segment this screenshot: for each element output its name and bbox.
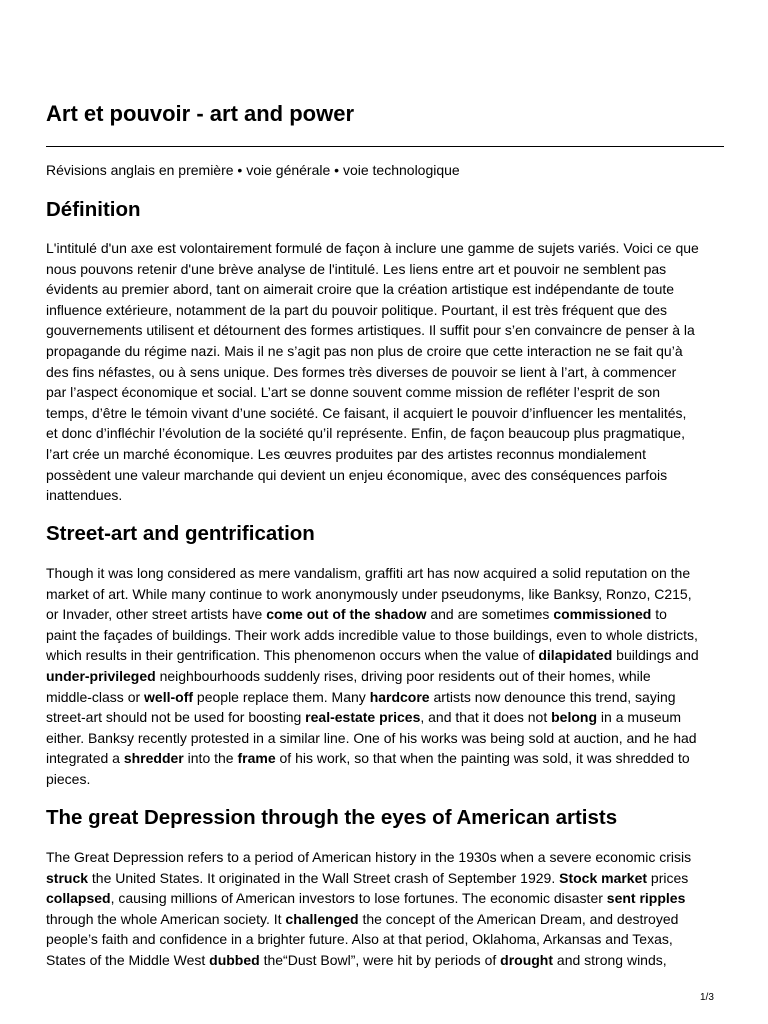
bold-term: commissioned: [553, 606, 652, 623]
text-run: the“Dust Bowl”, were hit by periods of: [259, 951, 501, 968]
text-run: et donc d’infléchir l’évolution de la société qu’il représente. Enfin, de façon beaucoup plus pragmatique,: [46, 425, 685, 442]
text-line: [46, 847, 724, 868]
text-run: l’art crée un marché économique. Les œuvres produites par des artistes reconnus mondialement: [46, 445, 646, 462]
text-line: [46, 748, 724, 769]
bold-term: collapsed: [46, 890, 111, 907]
bold-term: belong: [551, 709, 598, 726]
text-line: [46, 929, 724, 950]
text-line: [46, 320, 724, 341]
text-line: [46, 403, 724, 424]
text-line: [46, 300, 724, 321]
text-run: possèdent une valeur marchande qui devient un enjeu économique, avec des conséquences parfois: [46, 466, 668, 483]
text-run: the United States. It originated in the Wall Street crash of September 1929.: [88, 869, 560, 886]
text-line: [46, 423, 724, 444]
bold-term: well-off: [144, 688, 194, 705]
text-run: évidents au premier abord, tant on aimerait croire que la création artistique est indépendante de toute: [46, 281, 675, 298]
text-line: [46, 868, 724, 889]
text-line: [46, 909, 724, 930]
text-run: street-art should not be used for boosting: [46, 709, 306, 726]
text-run: middle-class or: [46, 688, 145, 705]
page-number: 1/3: [700, 992, 714, 1003]
text-run: gouvernements utilisent et détournent des formes artistiques. Il suffit pour s’en convaincre de penser à la: [46, 322, 695, 339]
text-line: [46, 604, 724, 625]
section-heading-great-depression: The great Depression through the eyes of American artists: [46, 806, 618, 829]
bold-term: shredder: [123, 750, 184, 767]
text-line: [46, 687, 724, 708]
document-title: Art et pouvoir - art and power: [46, 101, 355, 126]
text-line: [46, 465, 724, 486]
text-line: [46, 362, 724, 383]
bold-term: hardcore: [369, 688, 430, 705]
title-divider: [46, 146, 724, 147]
text-run: through the whole American society. It: [46, 910, 286, 927]
section-paragraph-definition: [46, 238, 724, 506]
text-run: or Invader, other street artists have: [46, 606, 267, 623]
text-line: [46, 645, 724, 666]
bold-term: sent ripples: [606, 890, 686, 907]
bold-term: come out of the shadow: [266, 606, 427, 623]
text-line: [46, 563, 724, 584]
bold-term: challenged: [285, 910, 359, 927]
text-run: nous pouvons retenir d'une brève analyse de l'intitulé. Les liens entre art et pouvoir ne semblent pas: [46, 260, 667, 277]
text-line: [46, 382, 724, 403]
text-line: [46, 950, 724, 971]
text-line: [46, 707, 724, 728]
text-line: [46, 259, 724, 280]
document-subtitle: Révisions anglais en première • voie générale • voie technologique: [46, 162, 460, 178]
text-run: des fins néfastes, ou à sens unique. Des formes très diverses de pouvoir se lient à l’art, à commencer: [46, 363, 677, 380]
bold-term: frame: [237, 750, 276, 767]
text-line: [46, 238, 724, 259]
text-run: , and that it does not: [420, 709, 552, 726]
text-line: [46, 444, 724, 465]
text-run: , causing millions of American investors to lose fortunes. The economic disaster: [110, 890, 607, 907]
bold-term: Stock market: [559, 869, 648, 886]
text-run: which results in their gentrification. This phenomenon occurs when the value of: [46, 647, 539, 664]
bold-term: real-estate prices: [305, 709, 421, 726]
text-run: neighbourhoods suddenly rises, driving poor residents out of their homes, while: [155, 667, 651, 684]
text-run: integrated a: [46, 750, 124, 767]
text-run: influence extérieure, notamment de la part du pouvoir politique. Pourtant, il est très fréquent que des: [46, 301, 668, 318]
section-heading-street-art: Street-art and gentrification: [46, 522, 315, 545]
text-line: [46, 279, 724, 300]
text-line: [46, 341, 724, 362]
text-run: of his work, so that when the painting was sold, it was shredded to: [275, 750, 690, 767]
text-line: [46, 625, 724, 646]
text-run: to: [651, 606, 667, 623]
text-run: States of the Middle West: [46, 951, 210, 968]
bold-term: dilapidated: [538, 647, 613, 664]
text-run: inattendues.: [46, 487, 123, 504]
bold-term: under-privileged: [46, 667, 156, 684]
text-run: people’s faith and confidence in a brighter future. Also at that period, Oklahoma, Arkansas and Texas,: [46, 931, 673, 948]
text-run: buildings and: [612, 647, 699, 664]
text-run: the concept of the American Dream, and destroyed: [358, 910, 679, 927]
text-run: The Great Depression refers to a period of American history in the 1930s when a severe economic crisis: [46, 849, 692, 865]
text-line: [46, 728, 724, 749]
text-run: temps, d’être le témoin vivant d’une société. Ce faisant, il acquiert le pouvoir d’influencer les mentalités,: [46, 404, 687, 421]
text-run: paint the façades of buildings. Their work adds incredible value to those buildings, even to whole districts,: [46, 626, 698, 643]
text-line: [46, 769, 724, 790]
text-line: [46, 666, 724, 687]
bold-term: dubbed: [209, 951, 260, 968]
text-run: either. Banksy recently protested in a similar line. One of his works was being sold at auction, and he had: [46, 729, 697, 746]
text-run: L'intitulé d'un axe est volontairement formulé de façon à inclure une gamme de sujets variés. Voici ce que: [46, 240, 699, 256]
bold-term: drought: [500, 951, 554, 968]
text-run: in a museum: [597, 709, 682, 726]
section-paragraph-great-depression: [46, 847, 724, 971]
text-run: into the: [183, 750, 238, 767]
text-run: prices: [647, 869, 689, 886]
text-run: artists now denounce this trend, saying: [429, 688, 676, 705]
text-line: [46, 485, 724, 506]
text-line: [46, 888, 724, 909]
section-heading-definition: Définition: [46, 198, 141, 221]
bold-term: struck: [46, 869, 89, 886]
text-run: market of art. While many continue to work anonymously under pseudonyms, like Banksy, Ronzo, C215,: [46, 585, 692, 602]
text-line: [46, 584, 724, 605]
text-run: pieces.: [46, 770, 91, 787]
text-run: par l’aspect économique et social. L’art se donne souvent comme mission de refléter l’esprit de son: [46, 384, 660, 401]
text-run: propagande du régime nazi. Mais il ne s’agit pas non plus de croire que cette interaction ne se fait qu’à: [46, 342, 683, 359]
section-paragraph-street-art: [46, 563, 724, 790]
text-run: and strong winds,: [553, 951, 667, 968]
text-run: and are sometimes: [426, 606, 554, 623]
text-run: Though it was long considered as mere vandalism, graffiti art has now acquired a solid reputation on the: [46, 565, 691, 581]
text-run: people replace them. Many: [193, 688, 370, 705]
